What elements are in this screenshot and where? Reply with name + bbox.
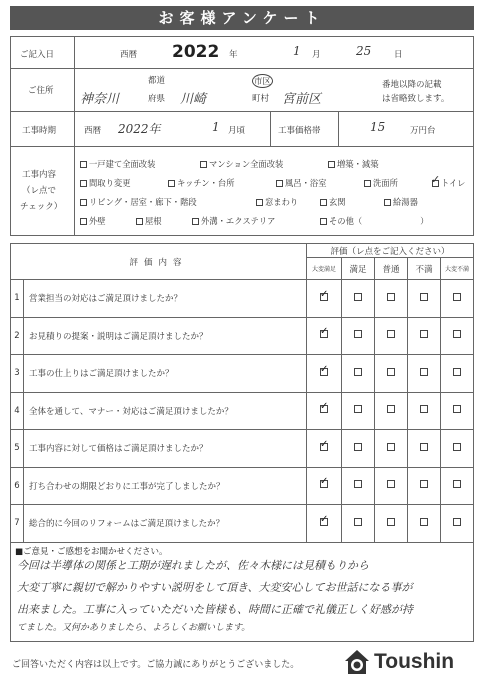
rating-checkbox[interactable] xyxy=(387,330,395,338)
checkbox[interactable] xyxy=(168,180,175,187)
rating-checkbox[interactable] xyxy=(453,405,461,413)
pref-unit-top: 都道 xyxy=(148,76,166,86)
question-row xyxy=(11,392,474,430)
house-icon xyxy=(344,649,370,675)
rating-cell xyxy=(441,505,474,543)
month-value[interactable]: 1 xyxy=(293,44,301,58)
work-option-label: 洗面所 xyxy=(373,178,398,188)
period-label: 工事時期 xyxy=(22,126,57,136)
rating-cell xyxy=(342,392,375,430)
work-option[interactable] xyxy=(80,158,155,170)
rating-cell xyxy=(307,280,342,318)
rating-cell xyxy=(342,505,375,543)
checkbox[interactable] xyxy=(80,218,87,225)
rating-cell xyxy=(342,467,375,505)
work-option[interactable] xyxy=(136,215,162,227)
rating-cell xyxy=(342,355,375,393)
question-row xyxy=(11,317,474,355)
period-month-unit: 月頃 xyxy=(228,126,246,136)
rating-cell xyxy=(408,505,441,543)
checkbox[interactable] xyxy=(200,161,207,168)
work-option[interactable] xyxy=(80,177,131,189)
rating-checkbox[interactable] xyxy=(354,368,362,376)
work-option-label: 外壁 xyxy=(89,216,106,226)
work-option-label: その他（ ） xyxy=(329,216,429,226)
survey-title: お客様アンケート xyxy=(10,6,474,30)
checkbox[interactable] xyxy=(328,161,335,168)
rating-cell xyxy=(441,317,474,355)
rating-cell xyxy=(375,505,408,543)
question-row xyxy=(11,430,474,468)
checkbox[interactable] xyxy=(256,199,263,206)
rating-checkbox[interactable] xyxy=(320,480,328,488)
rating-cell xyxy=(342,280,375,318)
evaluation-table xyxy=(10,243,474,543)
divider xyxy=(338,111,339,146)
rating-cell xyxy=(441,392,474,430)
question-text: 打ち合わせの期限どおりに工事が完了しましたか？ xyxy=(24,467,307,505)
checkbox[interactable] xyxy=(431,173,441,187)
checkbox[interactable] xyxy=(384,199,391,206)
work-option[interactable] xyxy=(168,177,235,189)
address-pref[interactable]: 神奈川 xyxy=(80,92,120,107)
checkbox[interactable] xyxy=(80,180,87,187)
day-unit: 日 xyxy=(394,50,403,60)
work-option[interactable] xyxy=(320,196,346,208)
address-city[interactable]: 川崎 xyxy=(180,92,207,107)
rating-checkbox[interactable] xyxy=(453,480,461,488)
question-row xyxy=(11,467,474,505)
work-option-label: 間取り変更 xyxy=(89,178,131,188)
checkbox[interactable] xyxy=(80,199,87,206)
price-value[interactable]: 15 xyxy=(370,120,386,134)
comment-line: てました。又何かありましたら、よろしくお願いします。 xyxy=(17,623,251,633)
work-option-label: 給湯器 xyxy=(393,197,418,207)
rating-cell xyxy=(307,355,342,393)
rating-checkbox[interactable] xyxy=(387,518,395,526)
work-option[interactable] xyxy=(80,215,106,227)
question-text: 営業担当の対応はご満足頂けましたか？ xyxy=(24,280,307,318)
work-label-2: （レ点で xyxy=(22,186,57,196)
rating-column-header: 普通 xyxy=(375,258,408,280)
work-label-3: チェック） xyxy=(20,202,63,212)
work-label-1: 工事内容 xyxy=(22,170,57,180)
question-text: 総合的に今回のリフォームはご満足頂けましたか？ xyxy=(24,505,307,543)
rating-cell xyxy=(408,355,441,393)
divider xyxy=(74,36,75,236)
rating-cell xyxy=(441,355,474,393)
rating-cell xyxy=(375,317,408,355)
rating-checkbox[interactable] xyxy=(320,443,328,451)
rating-checkbox[interactable] xyxy=(453,518,461,526)
rating-checkbox[interactable] xyxy=(420,405,428,413)
question-number: 7 xyxy=(11,505,24,543)
checkbox[interactable] xyxy=(192,218,199,225)
rating-checkbox[interactable] xyxy=(387,405,395,413)
rating-checkbox[interactable] xyxy=(387,443,395,451)
rating-column-header: 大変満足 xyxy=(307,258,342,280)
rating-checkbox[interactable] xyxy=(354,480,362,488)
rating-checkbox[interactable] xyxy=(320,405,328,413)
rating-checkbox[interactable] xyxy=(420,443,428,451)
address-town[interactable]: 宮前区 xyxy=(282,92,322,107)
rating-cell xyxy=(375,392,408,430)
rating-cell xyxy=(408,392,441,430)
work-option-label: 風呂・浴室 xyxy=(285,178,327,188)
rating-cell xyxy=(342,430,375,468)
period-era: 西暦 xyxy=(84,126,102,136)
eval-items-header: 評価内容 xyxy=(11,244,307,280)
period-month[interactable]: 1 xyxy=(212,120,220,134)
work-option-label: 窓まわり xyxy=(265,197,299,207)
rating-cell xyxy=(307,467,342,505)
work-option-label: 屋根 xyxy=(145,216,162,226)
rating-checkbox[interactable] xyxy=(320,330,328,338)
work-option-label: キッチン・台所 xyxy=(177,178,235,188)
era-label: 西暦 xyxy=(120,50,138,60)
month-unit: 月 xyxy=(312,50,321,60)
question-text: 工事内容に対して価格はご満足頂けましたか？ xyxy=(24,430,307,468)
price-label: 工事価格帯 xyxy=(278,126,321,136)
comment-box xyxy=(10,542,474,642)
work-option[interactable] xyxy=(384,196,418,208)
work-option[interactable] xyxy=(320,215,429,227)
question-text: 工事の仕上りはご満足頂けましたか？ xyxy=(24,355,307,393)
rating-cell xyxy=(375,280,408,318)
question-row xyxy=(11,505,474,543)
check-mark-icon: ✓ xyxy=(431,173,441,186)
work-option-label: 増築・減築 xyxy=(337,159,379,169)
rating-checkbox[interactable] xyxy=(354,518,362,526)
rating-cell xyxy=(441,430,474,468)
work-option[interactable] xyxy=(276,177,327,189)
question-number: 6 xyxy=(11,467,24,505)
address-note-2: は省略致します。 xyxy=(382,94,450,104)
rating-cell xyxy=(408,430,441,468)
address-note-1: 番地以降の記載 xyxy=(382,80,442,90)
rating-checkbox[interactable] xyxy=(420,293,428,301)
rating-checkbox[interactable] xyxy=(453,330,461,338)
rating-cell xyxy=(408,280,441,318)
rating-cell xyxy=(342,317,375,355)
address-label: ご住所 xyxy=(28,86,54,96)
rating-checkbox[interactable] xyxy=(453,293,461,301)
rating-column-header: 大変不満 xyxy=(441,258,474,280)
question-number: 5 xyxy=(11,430,24,468)
comment-line: 出来ました。工事に入っていただいた皆様も、時間に正確で礼儀正しく好感が持 xyxy=(17,603,413,616)
rating-checkbox[interactable] xyxy=(420,518,428,526)
work-option-label: マンション全面改装 xyxy=(209,159,284,169)
question-row xyxy=(11,355,474,393)
rating-cell xyxy=(307,317,342,355)
rating-checkbox[interactable] xyxy=(420,330,428,338)
pref-unit-bottom: 府県 xyxy=(148,94,166,104)
work-option[interactable] xyxy=(431,173,466,189)
rating-cell xyxy=(375,355,408,393)
rating-cell xyxy=(307,392,342,430)
rating-checkbox[interactable] xyxy=(354,405,362,413)
footer-text: ご回答いただく内容は以上です。ご協力誠にありがとうございました。 xyxy=(12,660,300,670)
work-option-label: 一戸建て全面改装 xyxy=(89,159,156,169)
rating-checkbox[interactable] xyxy=(320,368,328,376)
rating-cell xyxy=(408,467,441,505)
rating-cell xyxy=(375,467,408,505)
rating-checkbox[interactable] xyxy=(453,443,461,451)
checkbox[interactable] xyxy=(320,218,327,225)
rating-cell xyxy=(441,467,474,505)
checkbox[interactable] xyxy=(136,218,143,225)
rating-checkbox[interactable] xyxy=(453,368,461,376)
price-unit: 万円台 xyxy=(410,126,436,136)
rating-checkbox[interactable] xyxy=(354,293,362,301)
rating-checkbox[interactable] xyxy=(420,480,428,488)
year-value[interactable]: 2022 xyxy=(172,42,220,62)
rating-checkbox[interactable] xyxy=(387,480,395,488)
checkbox[interactable] xyxy=(80,161,87,168)
rating-checkbox[interactable] xyxy=(354,330,362,338)
rating-column-header: 満足 xyxy=(342,258,375,280)
divider xyxy=(270,111,271,146)
rating-cell xyxy=(408,317,441,355)
question-text: 全体を通して、マナー・対応はご満足頂けましたか？ xyxy=(24,392,307,430)
checkbox[interactable] xyxy=(364,180,371,187)
comment-line: 今回は半導体の関係と工期が遅れましたが、佐々木様には見積もりから xyxy=(17,559,369,572)
work-option-label: リビング・居室・廊下・階段 xyxy=(89,197,197,207)
comment-label: ■ご意見・ご感想をお聞かせください。 xyxy=(15,547,168,557)
work-option[interactable] xyxy=(256,196,298,208)
question-number: 1 xyxy=(11,280,24,318)
question-row xyxy=(11,280,474,318)
rating-checkbox[interactable] xyxy=(354,443,362,451)
work-option[interactable] xyxy=(80,196,197,208)
comment-line: 大変丁寧に親切で解かりやすい説明をして頂き、大変安心してお世話になる事が xyxy=(17,581,413,594)
work-option-label: 玄関 xyxy=(329,197,346,207)
logo-text: Toushin xyxy=(374,650,455,673)
rating-checkbox[interactable] xyxy=(387,368,395,376)
question-number: 3 xyxy=(11,355,24,393)
city-unit-top: 市区 xyxy=(252,74,273,88)
company-logo xyxy=(344,648,454,676)
eval-rating-header: 評価（レ点をご記入ください） xyxy=(307,244,474,258)
checkbox[interactable] xyxy=(320,199,327,206)
city-unit-bottom: 町村 xyxy=(252,94,270,104)
rating-cell xyxy=(307,505,342,543)
rating-checkbox[interactable] xyxy=(320,518,328,526)
work-option[interactable] xyxy=(192,215,275,227)
day-value[interactable]: 25 xyxy=(356,44,372,58)
work-option[interactable] xyxy=(200,158,283,170)
date-label: ご記入日 xyxy=(20,50,55,60)
divider xyxy=(10,111,474,112)
rating-cell xyxy=(307,430,342,468)
rating-column-header: 不満 xyxy=(408,258,441,280)
year-unit: 年 xyxy=(229,50,238,60)
rating-checkbox[interactable] xyxy=(387,293,395,301)
checkbox[interactable] xyxy=(276,180,283,187)
rating-checkbox[interactable] xyxy=(420,368,428,376)
rating-checkbox[interactable] xyxy=(320,293,328,301)
question-number: 4 xyxy=(11,392,24,430)
work-option[interactable] xyxy=(328,158,379,170)
work-option-label: トイレ xyxy=(441,178,466,188)
work-option-label: 外溝・エクステリア xyxy=(201,216,276,226)
work-option[interactable] xyxy=(364,177,398,189)
divider xyxy=(10,146,474,147)
rating-cell xyxy=(441,280,474,318)
question-number: 2 xyxy=(11,317,24,355)
divider xyxy=(10,68,474,69)
question-text: お見積りの提案・説明はご満足頂けましたか？ xyxy=(24,317,307,355)
period-year[interactable]: 2022年 xyxy=(118,122,161,136)
rating-cell xyxy=(375,430,408,468)
